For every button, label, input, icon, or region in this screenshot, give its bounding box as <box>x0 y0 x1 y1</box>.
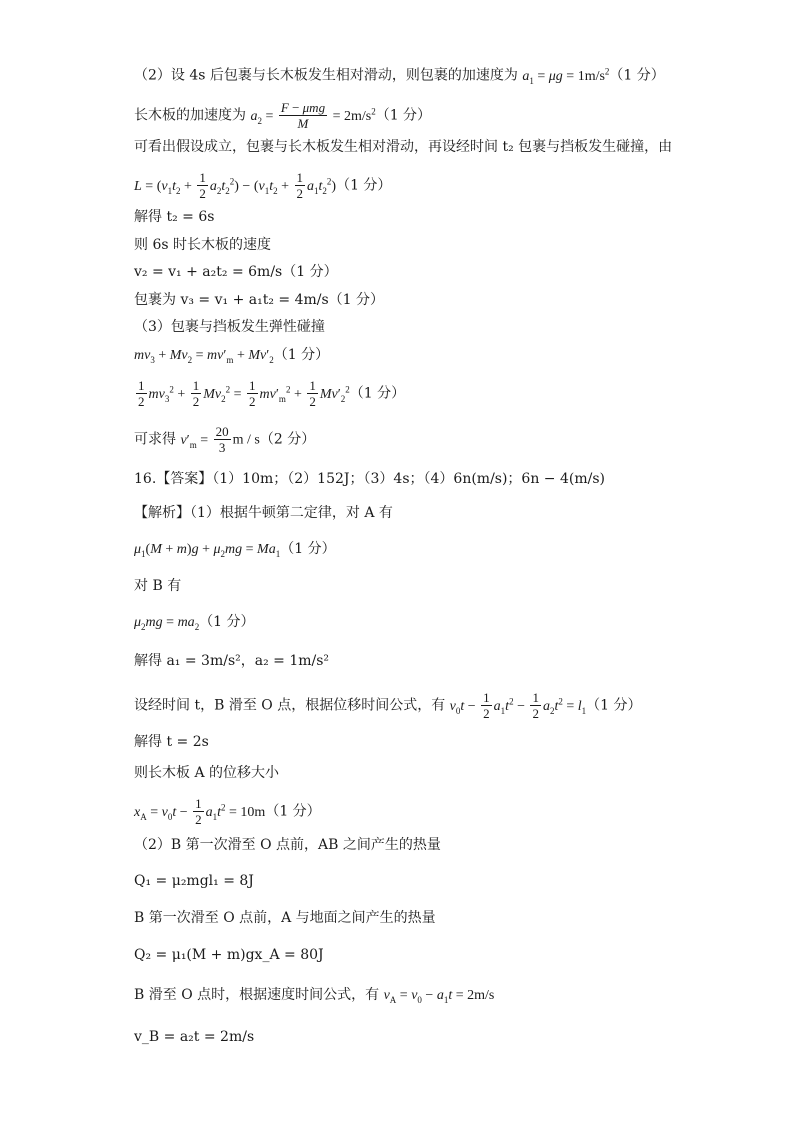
score-note: （1 分） <box>375 107 432 124</box>
text-line <box>134 263 338 281</box>
score-note: （2 分） <box>259 431 316 448</box>
text-line <box>134 1028 254 1046</box>
line-text: B 第一次滑至 O 点前，A 与地面之间产生的热量 <box>134 910 436 926</box>
line-text: Q₁ = μ₂mgl₁ = 8J <box>134 873 254 889</box>
line-text: B 滑至 O 点时，根据速度时间公式，有 <box>134 987 384 1003</box>
equation-line: 设经时间 t，B 滑至 O 点，根据位移时间公式，有 $v_0t$ − $\frac{1}{2}$ $a_1t^2$ − $\frac{1}{2}$ $a_2t^2 = l_1(1$ 分） <box>134 690 642 721</box>
line-text: v₂ = v₁ + a₂t₂ = 6m/s（1 分） <box>134 264 338 280</box>
line-text: 【解析】（1）根据牛顿第二定律，对 A 有 <box>134 505 393 521</box>
text-line <box>134 909 436 927</box>
line-text: 长木板的加速度为 <box>134 107 251 124</box>
score-note: （1 分） <box>336 177 392 194</box>
score-note: （1 分） <box>609 67 665 84</box>
text-line <box>134 208 214 226</box>
line-text: 解得 t₂ = 6s <box>134 209 215 225</box>
text-line <box>134 652 329 670</box>
equation-line: $L = (v_1t_2$ + $\frac{1}{2}$ $a_2t_2^2) - (v_1t_2$ + $\frac{1}{2}$ $a_1t_2^2)(1$ 分） <box>134 170 392 201</box>
equation-line: $x_A = v_0t$ − $\frac{1}{2}$ $a_1t^2 = 10m(1$ 分） <box>134 796 321 827</box>
line-text: 包裹为 v₃ = v₁ + a₁t₂ = 4m/s（1 分） <box>134 292 385 308</box>
text-line <box>134 291 384 309</box>
text-line: （2）设 4s 后包裹与长木板发生相对滑动，则包裹的加速度为 $a_1 = \mu g = 1m/s^2(1$ 分） <box>134 66 665 86</box>
score-note: （1 分） <box>265 803 321 820</box>
equation-line: $\mu_2mg = ma_2(1$ 分） <box>134 614 255 632</box>
line-text: 解得 t = 2s <box>134 734 209 750</box>
text-line <box>134 872 254 890</box>
line-text: 对 B 有 <box>134 578 182 594</box>
score-note: （1 分） <box>586 697 642 714</box>
line-text: （3）包裹与挡板发生弹性碰撞 <box>134 319 325 335</box>
score-note: （1 分） <box>199 614 255 630</box>
score-note: （1 分） <box>349 385 406 402</box>
text-line <box>134 236 271 254</box>
line-text: 则长木板 A 的位移大小 <box>134 765 280 781</box>
equation-line: $\mu_1(M + m)g + \mu_2mg = Ma_1(1$ 分） <box>134 541 336 559</box>
line-text: 可求得 <box>134 431 181 448</box>
equation-line: $mv_3 + Mv_2 = mv'_m + Mv'_2(1$ 分） <box>134 347 330 365</box>
line-text: 解得 a₁ = 3m/s²，a₂ = 1m/s² <box>134 653 330 669</box>
text-line <box>134 836 441 854</box>
score-note: （1 分） <box>273 347 330 363</box>
text-line <box>134 946 324 964</box>
text-line <box>134 504 393 522</box>
score-note: （1 分） <box>280 541 336 557</box>
text-line: 长木板的加速度为 $a_2$ = $\frac{\text{F − μmg}}{M}$ = $2m/s^2(1$ 分） <box>134 100 432 131</box>
equation-line: B 滑至 O 点时，根据速度时间公式，有 $v_A = v_0 - a_1t = 2m/s$ <box>134 987 495 1005</box>
equation-line: 可求得 $v'_m$ = $\frac{20}{3}$ m / s（2 分） <box>134 424 316 455</box>
line-text: 则 6s 时长木板的速度 <box>134 237 271 253</box>
line-text: 可看出假设成立，包裹与长木板发生相对滑动，再设经时间 t₂ 包裹与挡板发生碰撞，由 <box>134 139 673 155</box>
line-text: （2）B 第一次滑至 O 点前，AB 之间产生的热量 <box>134 837 441 853</box>
answer-line <box>134 470 605 488</box>
line-text: Q₂ = μ₁(M + m)gx_A = 80J <box>134 947 324 963</box>
text-line <box>134 577 181 595</box>
equation-line: $\frac{1}{2}$ $mv_3^2$ + $\frac{1}{2}$ $Mv_2^2$ = $\frac{1}{2}$ $mv'_m^2$ + $\frac{1}{2}$ $Mv'_2^2(1$ 分） <box>138 378 406 409</box>
text-line <box>134 318 325 336</box>
line-text: 16.【答案】（1）10m；（2）152J；（3）4s；（4）6n(m/s)；6n − 4(m/s) <box>134 471 605 487</box>
line-text: v_B = a₂t = 2m/s <box>134 1029 255 1045</box>
text-line <box>134 138 672 156</box>
text-line <box>134 764 279 782</box>
line-text: 设经时间 t，B 滑至 O 点，根据位移时间公式，有 <box>134 697 450 714</box>
text-line <box>134 733 209 751</box>
line-text: （2）设 4s 后包裹与长木板发生相对滑动，则包裹的加速度为 <box>134 67 523 84</box>
